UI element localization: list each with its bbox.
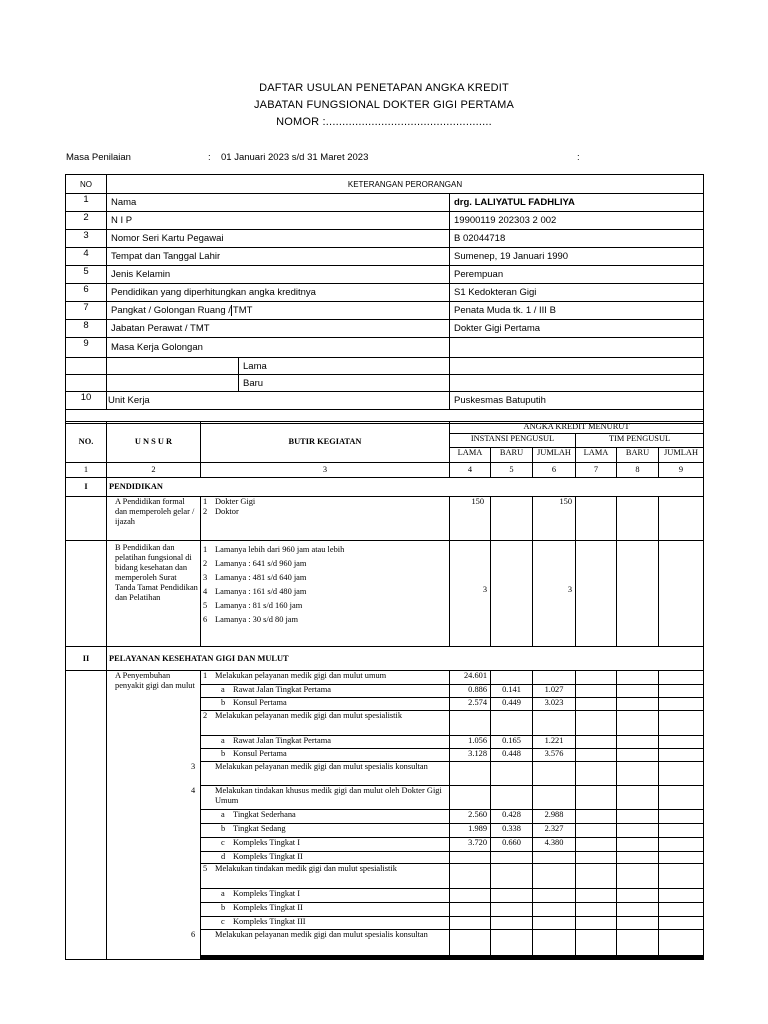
empty-cell [659,497,704,541]
empty-cell [66,497,107,541]
name-value: drg. LALIYATUL FADHLIYA [450,194,704,212]
table-row [66,497,704,541]
period-label: Masa Penilaian [66,152,131,163]
empty-cell [491,497,533,541]
empty-cell [659,541,704,647]
position-value: Dokter Gigi Pertama [450,320,704,338]
empty-cell [450,338,704,358]
value-baru: 0.338 [491,824,533,838]
value-lama: 1.989 [450,824,491,838]
empty-cell [66,358,107,375]
col-number: 5 [491,463,533,478]
item-text: Melakukan pelayanan medik gigi dan mulut umum [215,671,387,680]
item-text: Melakukan pelayanan medik gigi dan mulut spesialistik [215,711,403,720]
item-number: 5 [203,601,208,610]
lama-label: Lama [239,358,450,375]
item-text: Konsul Pertama [233,749,287,758]
no-header: NO [66,175,107,194]
table-row [66,320,704,338]
col-number: 1 [66,463,107,478]
item-letter: a [221,685,225,694]
credit-table [65,421,704,960]
empty-cell [576,541,617,647]
col-number: 3 [201,463,450,478]
section-title: PENDIDIKAN [107,478,704,497]
value-jumlah: 4.380 [533,838,576,852]
section-row [66,478,704,497]
item-number: 2 [203,559,208,568]
item-text: Dokter Gigi [215,497,256,506]
baru-label: Baru [239,375,450,392]
row-label: Nomor Seri Kartu Pegawai [107,230,450,248]
table-row [66,671,704,685]
value-baru: 0.428 [491,810,533,824]
row-number: 2 [66,212,107,230]
document-title-line2: JABATAN FUNGSIONAL DOKTER GIGI PERTAMA [253,99,515,111]
col-number: 4 [450,463,491,478]
item-text: Konsul Pertama [233,698,287,707]
item-text: Kompleks Tingkat II [233,903,303,912]
table-row [66,212,704,230]
item-letter: a [221,810,225,819]
value-lama: 2.560 [450,810,491,824]
empty-cell [107,375,239,392]
value-jumlah: 3.023 [533,698,576,711]
item-text: Melakukan tindakan khusus medik gigi dan mulut oleh Dokter Gigi Umum [215,786,442,805]
item-text: Rawat Jalan Tingkat Pertama [233,736,331,745]
item-number: 2 [203,507,208,516]
value-baru: 0.141 [491,685,533,698]
karpeg-value: B 02044718 [450,230,704,248]
value-lama: 2.574 [450,698,491,711]
value-jumlah: 2.327 [533,824,576,838]
table-row [66,375,704,392]
value-jumlah: 2.988 [533,810,576,824]
nip-value: 19900119 202303 2 002 [450,212,704,230]
col-number: 8 [617,463,659,478]
section-number: I [66,478,107,497]
header-jumlah: JUMLAH [533,448,576,463]
header-no: NO. [66,422,107,463]
table-row [66,358,704,375]
value-jumlah: 1.221 [533,736,576,749]
empty-cell [450,375,704,392]
value-baru: 0.660 [491,838,533,852]
section-row [66,647,704,671]
value-lama: 150 [450,497,491,541]
personal-info-table [65,174,704,424]
value-jumlah: 150 [533,497,576,541]
empty-cell [491,541,533,647]
item-letter: a [221,889,225,898]
item-number: 3 [191,762,196,771]
item-text: Melakukan tindakan medik gigi dan mulut spesialistik [215,864,397,873]
butir-cell [201,541,450,647]
row-label: Jabatan Perawat / TMT [107,320,450,338]
value-jumlah: 1.027 [533,685,576,698]
value-jumlah: 3 [533,541,576,647]
item-letter: a [221,736,225,745]
header-lama: LAMA [576,448,617,463]
empty-cell [450,358,704,375]
item-text: Lamanya : 161 s/d 480 jam [215,587,307,596]
row-number: 10 [66,392,107,410]
item-text: Doktor [215,507,239,516]
period-colon: : [208,152,211,163]
row-number: 6 [66,284,107,302]
value-lama: 3.128 [450,749,491,762]
item-number: 3 [203,573,208,582]
row-label: Tempat dan Tanggal Lahir [107,248,450,266]
row-number: 3 [66,230,107,248]
header-angka-kredit: ANGKA KREDIT MENURUT [450,422,704,434]
rank-value: Penata Muda tk. 1 / III B [450,302,704,320]
item-text: Lamanya : 641 s/d 960 jam [215,559,307,568]
header-baru: BARU [617,448,659,463]
row-number: 4 [66,248,107,266]
item-letter: c [221,917,225,926]
table-row [66,284,704,302]
row-label: N I P [107,212,450,230]
col-number: 7 [576,463,617,478]
value-lama: 1.056 [450,736,491,749]
item-letter: b [221,824,226,833]
table-row [66,392,704,410]
item-number: 4 [191,786,196,795]
item-text: Lamanya : 481 s/d 640 jam [215,573,307,582]
col-number: 6 [533,463,576,478]
butir-cell [201,497,450,541]
unsur-label: B Pendidikan dan pelatihan fungsional di bidang kesehatan dan memperoleh Surat Tanda Tamat Pendidikan dan Pelatihan [107,541,201,647]
item-text: Melakukan pelayanan medik gigi dan mulut spesialis konsultan [215,930,428,939]
unsur-label: A Pendidikan formal dan memperoleh gelar / ijazah [107,497,201,541]
row-label: Nama [107,194,450,212]
item-text: Kompleks Tingkat III [233,917,306,926]
item-text: Melakukan pelayanan medik gigi dan mulut spesialis konsultan [215,762,428,771]
item-text: Rawat Jalan Tingkat Pertama [233,685,331,694]
item-number: 5 [203,864,208,873]
header-instansi: INSTANSI PENGUSUL [450,434,576,448]
tmt-label: TMT [232,305,253,316]
row-number: 1 [66,194,107,212]
row-label: Jenis Kelamin [107,266,450,284]
row-number: 8 [66,320,107,338]
item-text: Kompleks Tingkat II [233,852,303,861]
col-number: 2 [107,463,201,478]
item-text: Lamanya : 30 s/d 80 jam [215,615,299,624]
row-label: Pendidikan yang diperhitungkan angka kreditnya [107,284,450,302]
row-number: 7 [66,302,107,320]
value-baru: 0.449 [491,698,533,711]
empty-cell [66,541,107,647]
gender-value: Perempuan [450,266,704,284]
value-lama: 3 [450,541,491,647]
section-header: KETERANGAN PERORANGAN [107,175,704,194]
empty-cell [617,497,659,541]
item-number: 1 [203,497,208,506]
item-number: 1 [203,671,208,680]
row-label: Unit Kerja [107,392,450,410]
header-tim: TIM PENGUSUL [576,434,704,448]
header-baru: BARU [491,448,533,463]
document-title-line1: DAFTAR USULAN PENETAPAN ANGKA KREDIT [259,82,509,94]
value-jumlah: 3.576 [533,749,576,762]
period-colon-right: : [577,152,580,163]
item-number: 4 [203,587,208,596]
table-row [66,194,704,212]
empty-cell [66,375,107,392]
empty-cell [107,358,239,375]
item-letter: b [221,698,226,707]
education-value: S1 Kedokteran Gigi [450,284,704,302]
item-number: 6 [203,615,208,624]
item-letter: c [221,838,225,847]
item-text: Tingkat Sederhana [233,810,296,819]
item-number: 2 [203,711,208,720]
table-row [66,230,704,248]
empty-cell [576,497,617,541]
column-number-row [66,463,704,478]
empty-cell [617,541,659,647]
item-text: Kompleks Tingkat I [233,838,301,847]
row-number: 9 [66,338,107,358]
table-row [66,338,704,358]
table-row [66,248,704,266]
item-letter: b [221,749,226,758]
row-label [107,302,450,320]
item-text: Tingkat Sedang [233,824,286,833]
table-row [66,266,704,284]
item-text: Lamanya lebih dari 960 jam atau lebih [215,545,345,554]
value-baru: 0.165 [491,736,533,749]
header-butir: BUTIR KEGIATAN [201,422,450,463]
section-title: PELAYANAN KESEHATAN GIGI DAN MULUT [107,647,704,671]
row-number: 5 [66,266,107,284]
value-lama: 24.601 [450,671,491,685]
birth-value: Sumenep, 19 Januari 1990 [450,248,704,266]
value-lama: 3.720 [450,838,491,852]
item-letter: d [221,852,226,861]
value-baru: 0.448 [491,749,533,762]
empty-cell [66,671,107,960]
unit-value: Puskesmas Batuputih [450,392,704,410]
table-row [66,302,704,320]
item-text: Lamanya : 81 s/d 160 jam [215,601,303,610]
section-number: II [66,647,107,671]
item-letter: b [221,903,226,912]
document-number: NOMOR :................................................... [276,116,492,128]
period-value: 01 Januari 2023 s/d 31 Maret 2023 [221,152,369,163]
item-number: 1 [203,545,208,554]
header-lama: LAMA [450,448,491,463]
header-jumlah: JUMLAH [659,448,704,463]
row-label: Masa Kerja Golongan [107,338,450,358]
item-number: 6 [191,930,196,939]
col-number: 9 [659,463,704,478]
unsur-label: A Penyembuhan penyakit gigi dan mulut [107,671,201,960]
rank-label: Pangkat / Golongan Ruang / [111,305,231,316]
item-text: Kompleks Tingkat I [233,889,301,898]
header-unsur: U N S U R [107,422,201,463]
value-lama: 0.886 [450,685,491,698]
table-row [66,541,704,647]
